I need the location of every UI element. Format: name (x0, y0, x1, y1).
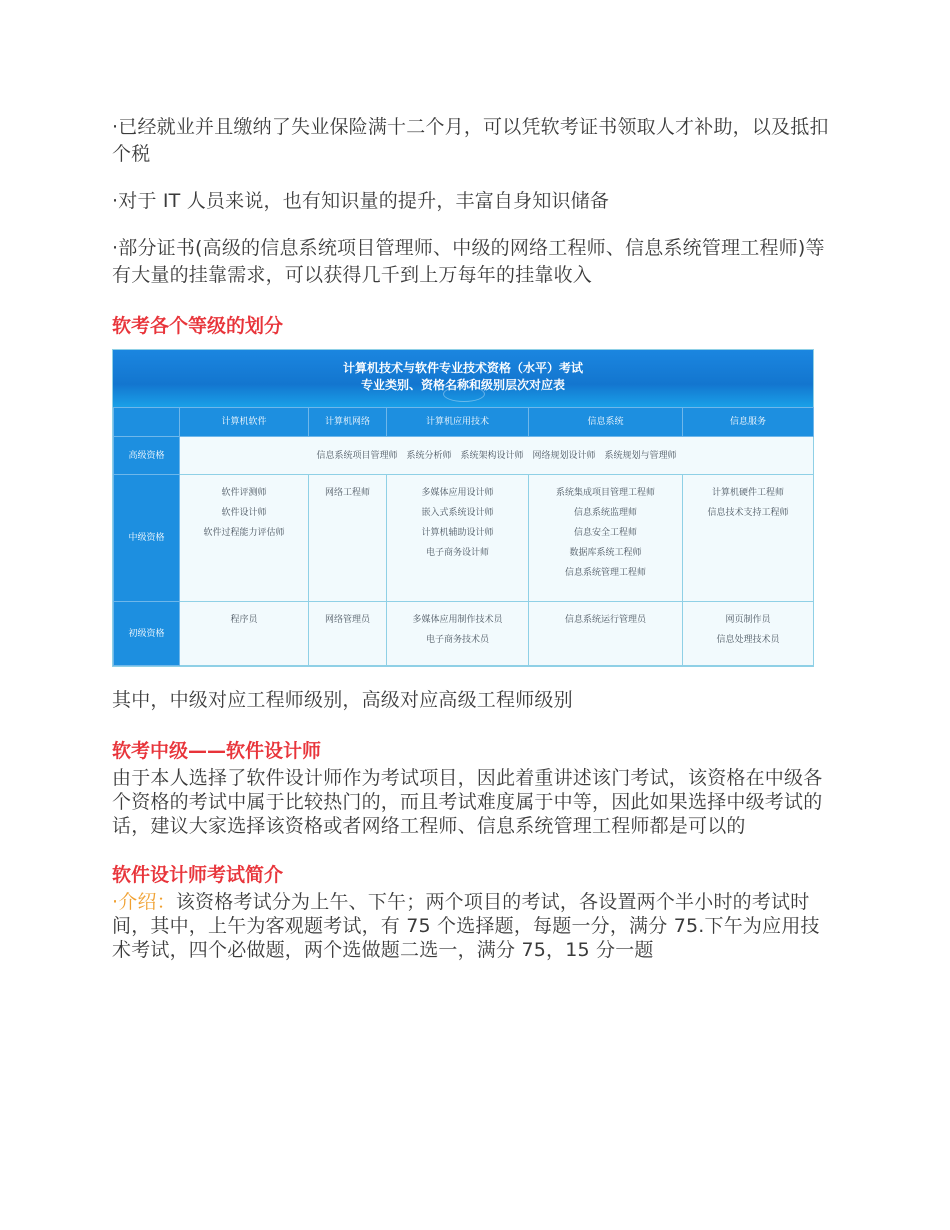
cell-line: 多媒体应用制作技术员 (412, 615, 503, 625)
cell-line: 信息处理技术员 (716, 635, 780, 645)
cell-line: 信息系统监理师 (573, 508, 637, 518)
cell-line: 电子商务设计师 (425, 548, 489, 558)
heading-levels: 软考各个等级的划分 (112, 315, 284, 337)
watermark-logo-icon (443, 386, 485, 402)
qualification-table (112, 349, 814, 667)
cell-line: 程序员 (230, 615, 258, 625)
mid-infosystem-cell (529, 475, 683, 602)
low-software-cell (180, 602, 309, 666)
cell-line: 系统集成项目管理工程师 (555, 488, 655, 498)
table-row-low (114, 602, 814, 666)
table-grid (113, 407, 814, 666)
column-header: 信息服务 (683, 408, 814, 437)
paragraph-level-mapping: 其中，中级对应工程师级别，高级对应高级工程师级别 (112, 689, 573, 711)
intro-text: 该资格考试分为上午、下午；两个项目的考试，各设置两个半小时的考试时间，其中，上午为客观题考试，有 75 个选择题，每题一分，满分 75.下午为应用技术考试，四个必做题，两个选做题二选一，满分 75，15 分一题 (112, 891, 820, 961)
row-label-low: 初级资格 (114, 602, 180, 666)
intro-label: ·介绍： (112, 891, 176, 913)
cell-line: 信息技术支持工程师 (707, 508, 789, 518)
cell-line: 嵌入式系统设计师 (421, 508, 494, 518)
cell-line: 网络工程师 (324, 488, 370, 498)
column-header: 信息系统 (529, 408, 683, 437)
mid-infoservice-cell (683, 475, 814, 602)
high-level-cell: 信息系统项目管理师 系统分析师 系统架构设计师 网络规划设计师 系统规划与管理师 (180, 437, 814, 475)
low-infoservice-cell (683, 602, 814, 666)
table-header-row (114, 408, 814, 437)
paragraph-exam-intro (112, 890, 834, 962)
cell-line: 电子商务技术员 (425, 635, 489, 645)
column-header: 计算机网络 (309, 408, 387, 437)
cell-line: 计算机辅助设计师 (421, 528, 494, 538)
cell-line: 计算机硬件工程师 (711, 488, 784, 498)
cell-line: 信息安全工程师 (573, 528, 637, 538)
paragraph-designer-choice: 由于本人选择了软件设计师作为考试项目，因此着重讲述该门考试，该资格在中级各个资格的考试中属于比较热门的，而且考试难度属于中等，因此如果选择中级考试的话，建议大家选择该资格或者网络工程师、信息系统管理工程师都是可以的 (112, 767, 823, 837)
cell-line: 信息系统管理工程师 (564, 568, 646, 578)
paragraph-knowledge: ·对于 IT 人员来说，也有知识量的提升，丰富自身知识储备 (112, 190, 610, 212)
column-header: 计算机应用技术 (387, 408, 529, 437)
cell-line: 软件评测师 (221, 488, 267, 498)
cell-line: 软件过程能力评估师 (203, 528, 285, 538)
table-subtitle: 专业类别、资格名称和级别层次对应表 (360, 378, 565, 392)
cell-line: 信息系统运行管理员 (564, 615, 646, 625)
table-row-mid (114, 475, 814, 602)
document-page (112, 110, 834, 962)
paragraph-certificate: ·部分证书(高级的信息系统项目管理师、中级的网络工程师、信息系统管理工程师)等有大量的挂靠需求，可以获得几千到上万每年的挂靠收入 (112, 237, 825, 286)
cell-line: 软件设计师 (221, 508, 267, 518)
heading-software-designer: 软考中级——软件设计师 (112, 740, 322, 762)
heading-exam-intro: 软件设计师考试简介 (112, 864, 284, 886)
table-title: 计算机技术与软件专业技术资格（水平）考试 (342, 361, 583, 375)
low-infosystem-cell (529, 602, 683, 666)
mid-application-cell (387, 475, 529, 602)
paragraph-subsidy: ·已经就业并且缴纳了失业保险满十二个月，可以凭软考证书领取人才补助，以及抵扣个税 (112, 116, 829, 165)
cell-line: 网页制作员 (725, 615, 771, 625)
low-network-cell (309, 602, 387, 666)
low-application-cell (387, 602, 529, 666)
row-label-high: 高级资格 (114, 437, 180, 475)
cell-line: 网络管理员 (324, 615, 370, 625)
row-label-mid: 中级资格 (114, 475, 180, 602)
corner-cell (114, 408, 180, 437)
column-header: 计算机软件 (180, 408, 309, 437)
table-row-high (114, 437, 814, 475)
cell-line: 多媒体应用设计师 (421, 488, 494, 498)
mid-software-cell (180, 475, 309, 602)
mid-network-cell (309, 475, 387, 602)
cell-line: 数据库系统工程师 (569, 548, 642, 558)
table-banner (113, 350, 813, 407)
